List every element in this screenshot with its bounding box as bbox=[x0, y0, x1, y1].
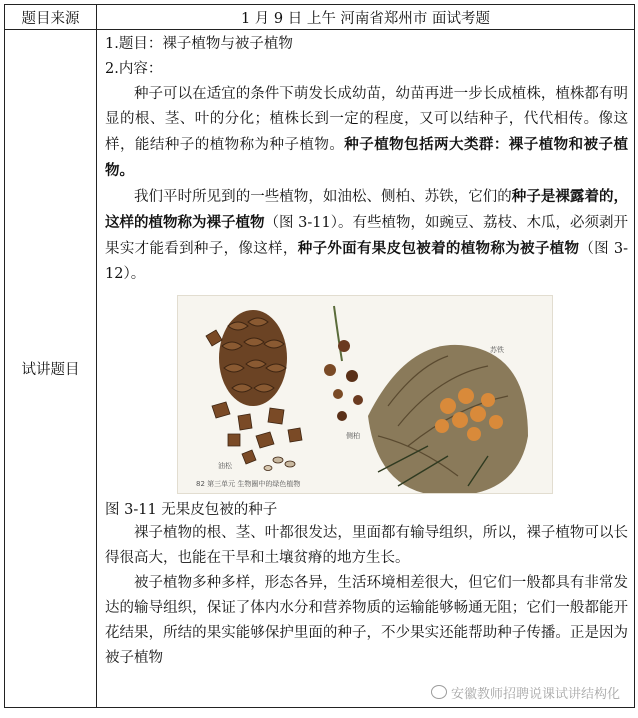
paragraph-3: 裸子植物的根、茎、叶都很发达，里面都有输导组织，所以，裸子植物可以长得很高大，也能在干旱和土壤贫瘠的地方生长。 bbox=[105, 525, 628, 566]
paragraph-2 bbox=[105, 184, 628, 287]
content-heading: 2.内容： bbox=[105, 61, 163, 77]
pine-cone-icon bbox=[219, 310, 287, 406]
paragraph-1-text: 种子可以在适宜的条件下萌发长成幼苗，幼苗再进一步长成植株，植株都有明显的根、茎、叶的分化；植株长到一定的程度，又可以结种子，代代相传。像这样，能结种子的植物称为种子植物。 bbox=[105, 86, 628, 153]
label-cebai: 侧柏 bbox=[346, 432, 360, 440]
cycad-icon bbox=[368, 345, 528, 493]
paragraph-1 bbox=[105, 82, 628, 184]
header-row bbox=[5, 5, 635, 30]
figure-container bbox=[105, 295, 628, 499]
cebai-cones-icon bbox=[324, 306, 363, 421]
paragraph-2-f: （图 3-12）。 bbox=[105, 241, 628, 282]
topic-row bbox=[5, 30, 635, 708]
paragraph-2-e: 种子外面有果皮包被着的植物称为被子植物 bbox=[297, 240, 580, 257]
topic-content bbox=[97, 30, 635, 708]
wechat-icon bbox=[431, 685, 447, 699]
watermark bbox=[431, 682, 620, 707]
watermark-text: 安徽教师招聘说课试讲结构化 bbox=[450, 687, 620, 702]
seed-illustration bbox=[178, 296, 552, 493]
page-footer: 82 第三单元 生物圈中的绿色植物 bbox=[196, 480, 301, 488]
figure-caption: 图 3-11 无果皮包被的种子 bbox=[105, 502, 278, 518]
label-youson: 油松 bbox=[218, 462, 232, 470]
source-label: 题目来源 bbox=[5, 5, 97, 30]
figure-image bbox=[177, 295, 553, 494]
exam-table bbox=[4, 4, 635, 708]
paragraph-2-b: 种子是裸露着的，这样的植物称为裸子植物 bbox=[105, 188, 628, 231]
paragraph-4: 被子植物多种多样，形态各异，生活环境相差很大，但它们一般都具有非常发达的输导组织，保证了体内水分和营养物质的运输能够畅通无阻；它们一般都能开花结果，所结的果实能够保护里面的种子，不少果实还能帮助种子传播。正是因为被子植物 bbox=[105, 575, 628, 666]
paragraph-1-bold: 种子植物包括两大类群：裸子植物和被子植物。 bbox=[105, 136, 628, 179]
paragraph-2-a: 我们平时所见到的一些植物，如油松、侧柏、苏铁，它们的 bbox=[134, 189, 512, 205]
paragraph-2-d: 。有些植物，如豌豆、荔枝、木瓜，必须剥开果实才能看到种子，像这样， bbox=[105, 215, 628, 257]
source-value: 1 月 9 日 上午 河南省郑州市 面试考题 bbox=[97, 5, 635, 30]
topic-label: 试讲题目 bbox=[5, 30, 97, 708]
topic-title-line: 1.题目：裸子植物与被子植物 bbox=[105, 36, 293, 52]
paragraph-2-c: （图 3-11） bbox=[264, 215, 338, 231]
label-sutie: 苏铁 bbox=[490, 346, 504, 354]
